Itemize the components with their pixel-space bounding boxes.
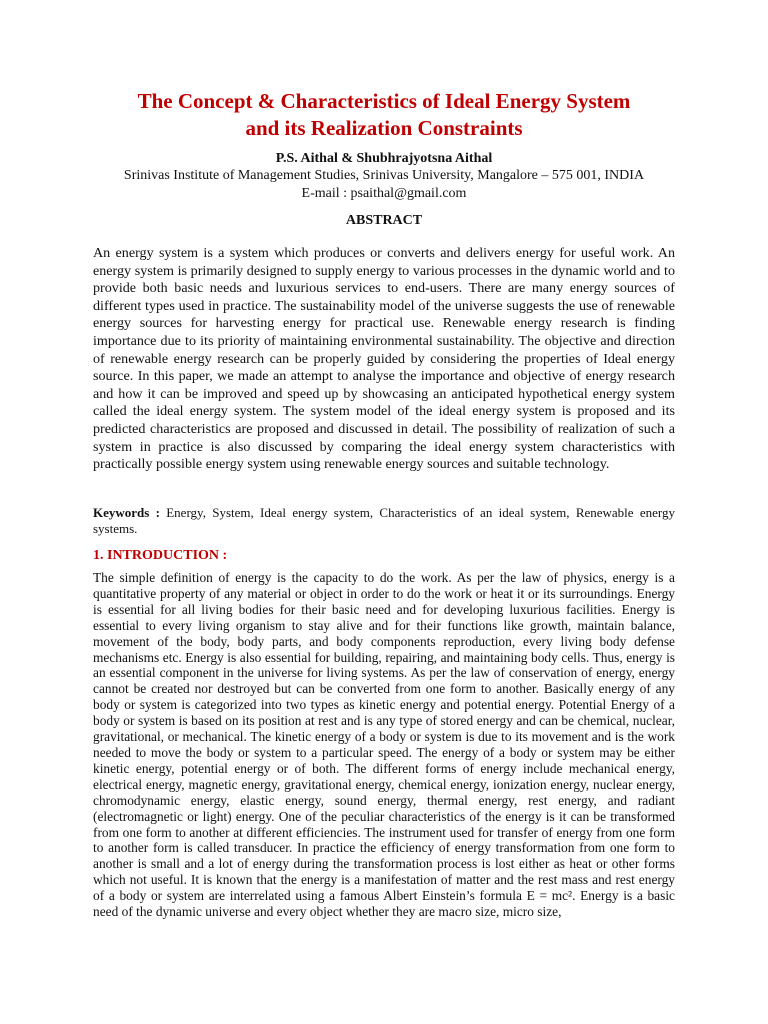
- keywords-paragraph: [93, 505, 675, 537]
- introduction-heading: 1. INTRODUCTION :: [93, 548, 228, 563]
- author-affiliation: Srinivas Institute of Management Studies, Srinivas University, Mangalore – 575 001, INDIA: [123, 168, 645, 183]
- keywords-text: Energy, System, Ideal energy system, Characteristics of an ideal system, Renewable energy systems.: [93, 505, 675, 536]
- keywords-label: Keywords :: [93, 505, 160, 520]
- introduction-text: The simple definition of energy is the capacity to do the work. As per the law of physics, energy is a quantitative property of any material or object in order to do the work or heat it or its surroundings. Energy is essential for all living bodies for their basic need and for developing luxurious facilities. Energy is essential to every living organism to stay alive and for their functions like growth, maintain balance, movement of the body, body parts, and body components reproduction, every living body defense mechanisms etc. Energy is also essential for building, repairing, and maintaining body cells. Thus, energy is an essential component in the universe for living systems. As per the law of conservation of energy, energy cannot be created nor destroyed but can be converted from one form to another. Basically energy of any body or system is categorized into two types as kinetic energy and potential energy. Potential Energy of a body or system is based on its position at rest and is any type of stored energy and can be chemical, nuclear, gravitational, or mechanical. The kinetic energy of a body or system is due to its movement and is the work needed to move the body or system to a particular speed. The energy of a body or system may be either kinetic energy, potential energy or of both. The different forms of energy include mechanical energy, electrical energy, magnetic energy, gravitational energy, chemical energy, ionization energy, nuclear energy, chromodynamic energy, elastic energy, sound energy, thermal energy, rest energy, and radiant (electromagnetic or light) energy. One of the peculiar characteristics of the energy is it can be transformed from one form to another at different efficiencies. The instrument used for transfer of energy from one form to another form is called transducer. In practice the efficiency of energy transformation from one form to another is small and a lot of energy during the transformation process is lost either as heat or other forms which not useful. It is known that the energy is a manifestation of matter and the rest mass and rest energy of a body or system are interrelated using a famous Albert Einstein’s formula E = mc². Energy is a basic need of the dynamic universe and every object whether they are macro size, micro size,: [93, 570, 675, 920]
- abstract-heading: ABSTRACT: [345, 213, 423, 228]
- paper-title-line-1: The Concept & Characteristics of Ideal Energy System: [137, 89, 631, 113]
- abstract-text: An energy system is a system which produces or converts and delivers energy for useful work. An energy system is primarily designed to supply energy to various processes in the dynamic world and to provide both basic needs and luxurious services to end-users. There are many energy sources of different types used in practice. The sustainability model of the universe suggests the use of renewable energy sources for harvesting energy for practical use. Renewable energy research is finding importance due to its priority of maintaining environmental sustainability. The objective and direction of renewable energy research can be properly guided by considering the properties of Ideal energy source. In this paper, we made an attempt to analyse the importance and objective of energy research and how it can be improved and speed up by showcasing an anticipated hypothetical energy system called the ideal energy system. The system model of the ideal energy system is proposed and its predicted characteristics are proposed and discussed in detail. The possibility of realization of such a system in practice is also discussed by comparing the ideal energy system characteristics with practically possible energy system using renewable energy sources and suitable technology.: [93, 245, 675, 473]
- author-names: P.S. Aithal & Shubhrajyotsna Aithal: [275, 151, 493, 166]
- paper-title: [60, 88, 708, 142]
- author-email: E-mail : psaithal@gmail.com: [301, 186, 467, 201]
- paper-title-line-2: and its Realization Constraints: [245, 116, 523, 140]
